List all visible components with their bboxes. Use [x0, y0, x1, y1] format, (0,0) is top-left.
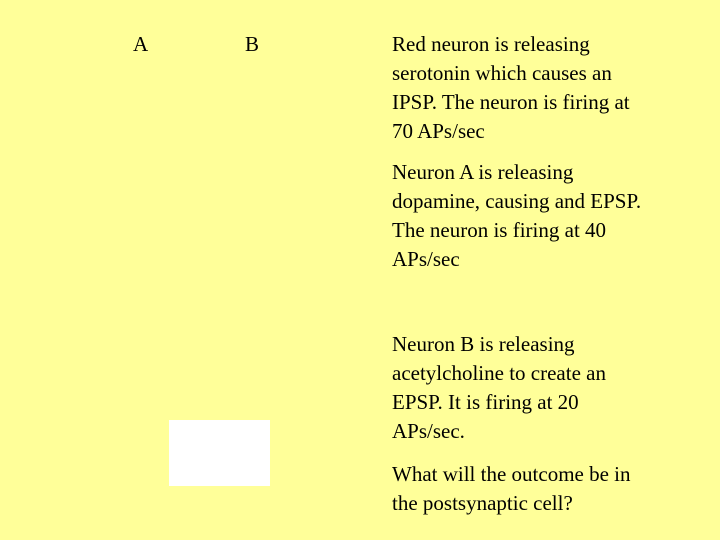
diagram-placeholder-box [169, 420, 270, 486]
neuron-b-description: Neuron B is releasing acetylcholine to create an EPSP. It is firing at 20 APs/sec. [392, 332, 606, 443]
red-neuron-description: Red neuron is releasing serotonin which causes an IPSP. The neuron is firing at 70 APs/sec [392, 32, 630, 143]
neuron-a-description: Neuron A is releasing dopamine, causing and EPSP. The neuron is firing at 40 APs/sec [392, 160, 642, 271]
outcome-question: What will the outcome be in the postsynaptic cell? [392, 462, 631, 515]
neuron-a-label: A [133, 32, 149, 56]
neuron-b-label: B [245, 32, 260, 56]
